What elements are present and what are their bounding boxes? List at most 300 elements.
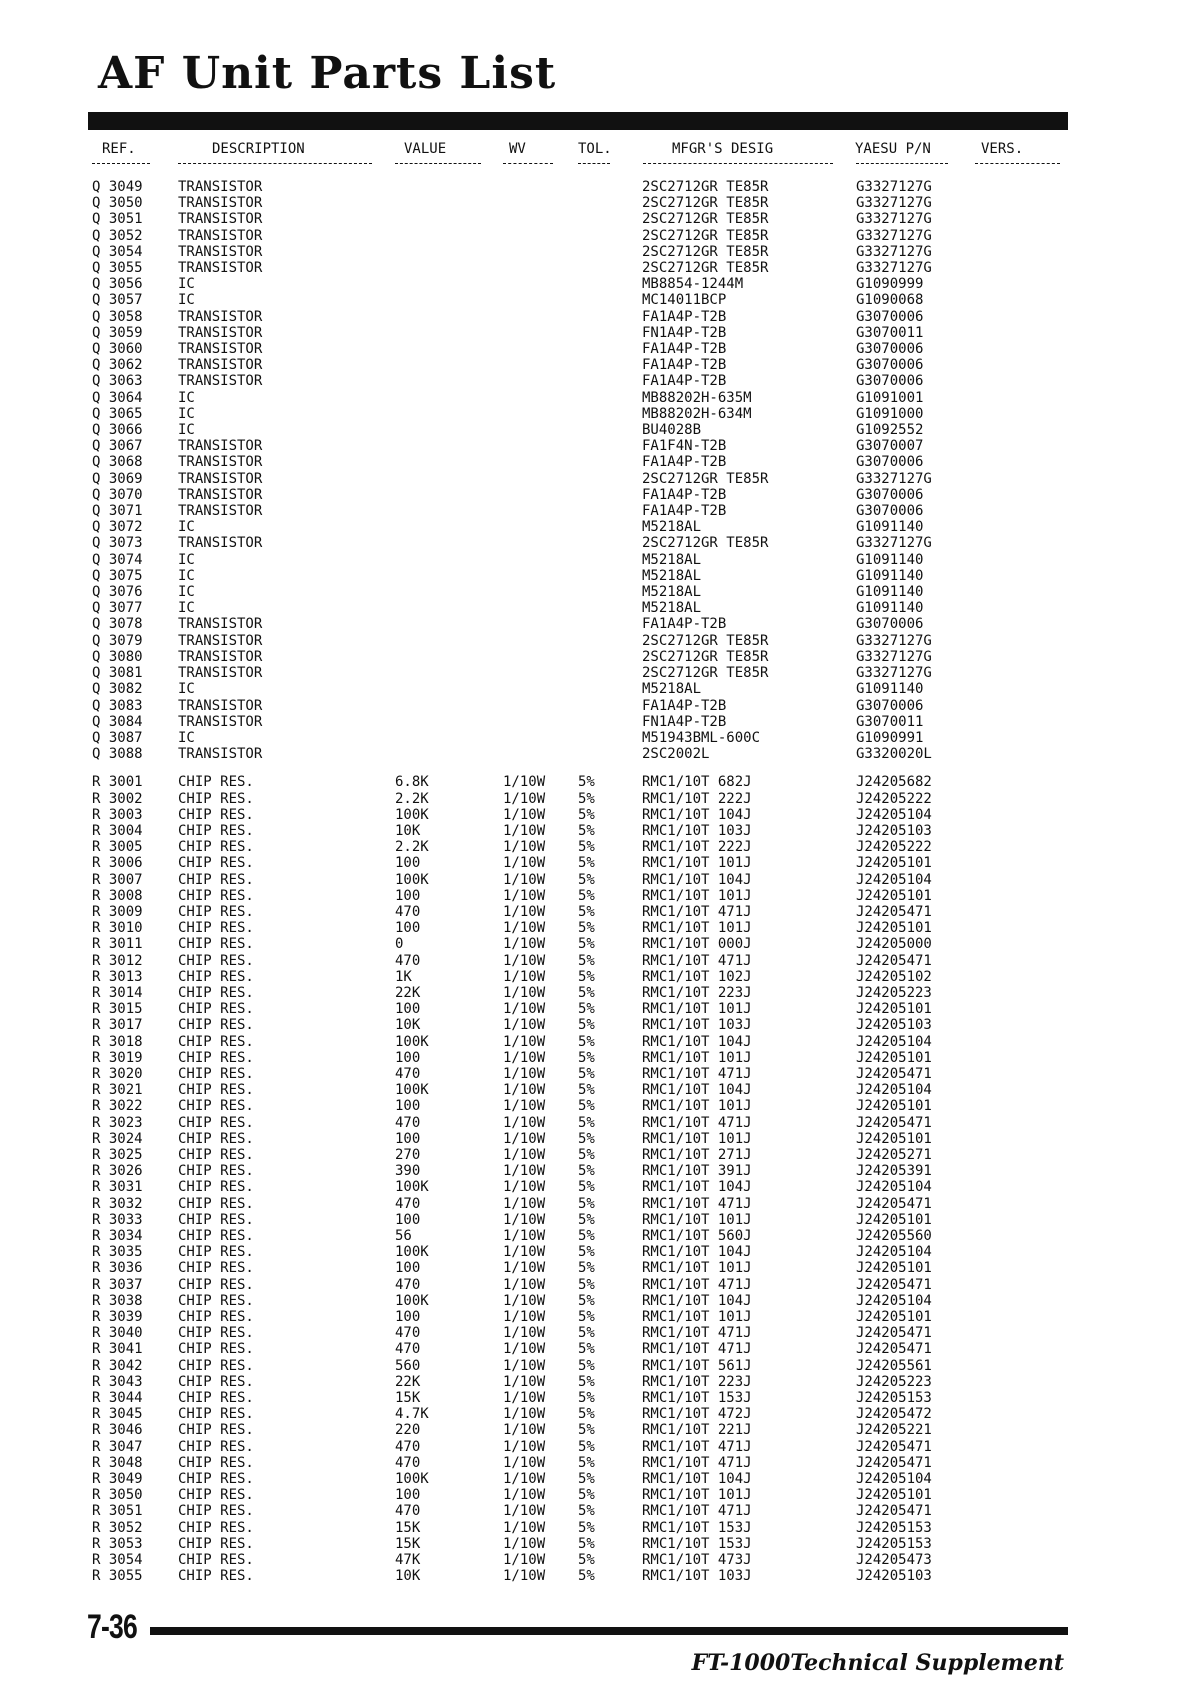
ref-cell: R 3046 [92, 1422, 143, 1439]
table-row [0, 1503, 976, 1519]
description-cell: CHIP RES. [178, 984, 254, 1001]
wv-cell: 1/10W [503, 1228, 546, 1244]
mfgr-desig-cell: RMC1/10T 101J [642, 887, 752, 904]
wv-cell [503, 552, 578, 568]
description-cell: CHIP RES. [178, 1228, 254, 1244]
ref-cell: R 3026 [92, 1163, 143, 1180]
tol-cell: 5% [578, 887, 595, 904]
description-cell: TRANSISTOR [178, 454, 263, 471]
tol-cell: 5% [578, 1390, 595, 1407]
ref-cell: R 3020 [92, 1065, 143, 1082]
table-row [0, 872, 976, 888]
mfgr-desig-cell: RMC1/10T 101J [642, 1098, 752, 1115]
wv-cell: 1/10W [503, 1260, 546, 1277]
mfgr-desig-cell: 2SC2712GR TE85R [642, 470, 769, 487]
tol-cell: 5% [578, 1292, 595, 1309]
ref-cell: Q 3072 [92, 519, 143, 536]
wv-cell: 1/10W [503, 822, 546, 839]
mfgr-desig-cell: RMC1/10T 471J [642, 1503, 752, 1520]
wv-cell: 1/10W [503, 1049, 546, 1066]
ref-cell: Q 3064 [92, 389, 143, 406]
value-cell: 100 [395, 1487, 421, 1504]
mfgr-desig-cell: RMC1/10T 391J [642, 1163, 752, 1180]
value-cell [395, 568, 503, 584]
ref-cell: Q 3087 [92, 729, 143, 746]
yaesu-pn-cell: J24205471 [856, 1114, 932, 1131]
mfgr-desig-cell: RMC1/10T 103J [642, 1568, 752, 1585]
wv-cell [503, 471, 578, 487]
wv-cell: 1/10W [503, 1422, 546, 1439]
value-cell: 56 [395, 1228, 412, 1244]
mfgr-desig-cell: 2SC2712GR TE85R [642, 648, 769, 665]
yaesu-pn-cell: J24205103 [856, 822, 932, 839]
value-cell [395, 681, 503, 697]
tol-cell: 5% [578, 1519, 595, 1536]
description-cell: CHIP RES. [178, 1422, 254, 1439]
table-row [0, 1520, 976, 1536]
yaesu-pn-cell: G1091140 [856, 567, 924, 584]
tol-cell [578, 649, 642, 665]
ref-cell: Q 3075 [92, 567, 143, 584]
tol-cell [578, 600, 642, 616]
table-row [0, 1439, 976, 1455]
ref-cell: R 3023 [92, 1114, 143, 1131]
ref-cell: Q 3066 [92, 422, 143, 439]
ref-cell: R 3004 [92, 822, 143, 839]
tol-cell: 5% [578, 1049, 595, 1066]
tol-cell: 5% [578, 1098, 595, 1115]
description-cell: TRANSISTOR [178, 195, 263, 212]
yaesu-pn-cell: J24205471 [856, 903, 932, 920]
value-cell [395, 519, 503, 535]
mfgr-desig-cell: RMC1/10T 471J [642, 1195, 752, 1212]
mfgr-desig-cell: FA1F4N-T2B [642, 438, 727, 455]
value-cell [395, 746, 503, 762]
table-row [0, 1277, 976, 1293]
description-cell: IC [178, 567, 195, 584]
wv-cell [503, 422, 578, 438]
description-cell: CHIP RES. [178, 1454, 254, 1471]
wv-cell [503, 260, 578, 276]
value-cell: 100 [395, 855, 421, 872]
ref-cell: Q 3077 [92, 600, 143, 617]
yaesu-pn-cell: G3327127G [856, 195, 932, 212]
mfgr-desig-cell: RMC1/10T 101J [642, 1130, 752, 1147]
wv-cell: 1/10W [503, 1082, 546, 1099]
value-cell: 100 [395, 1309, 421, 1326]
description-cell: TRANSISTOR [178, 211, 263, 228]
value-cell [395, 179, 503, 195]
ref-cell: R 3054 [92, 1552, 143, 1569]
table-row [0, 1552, 976, 1568]
yaesu-pn-cell: J24205101 [856, 920, 932, 937]
wv-cell: 1/10W [503, 1244, 546, 1261]
wv-cell [503, 228, 578, 244]
wv-cell [503, 649, 578, 665]
description-cell: CHIP RES. [178, 871, 254, 888]
table-row [0, 1471, 976, 1487]
yaesu-pn-cell: G1091001 [856, 389, 924, 406]
yaesu-pn-cell: G3327127G [856, 243, 932, 260]
table-row [0, 195, 976, 211]
wv-cell: 1/10W [503, 1454, 546, 1471]
mfgr-desig-cell: RMC1/10T 101J [642, 920, 752, 937]
ref-cell: Q 3071 [92, 503, 143, 520]
wv-cell [503, 698, 578, 714]
wv-cell [503, 373, 578, 389]
yaesu-pn-cell: G3327127G [856, 227, 932, 244]
ref-cell: Q 3062 [92, 357, 143, 374]
description-cell: CHIP RES. [178, 1260, 254, 1277]
wv-cell: 1/10W [503, 871, 546, 888]
description-cell: CHIP RES. [178, 1373, 254, 1390]
yaesu-pn-cell: J24205101 [856, 1487, 932, 1504]
ref-cell: R 3039 [92, 1309, 143, 1326]
mfgr-desig-cell: FA1A4P-T2B [642, 503, 727, 520]
ref-cell: Q 3065 [92, 405, 143, 422]
wv-cell: 1/10W [503, 1357, 546, 1374]
value-cell: 100K [395, 871, 429, 888]
description-cell: CHIP RES. [178, 1519, 254, 1536]
mfgr-desig-cell: M5218AL [642, 567, 702, 584]
mfgr-desig-cell: RMC1/10T 682J [642, 774, 752, 791]
value-cell: 1K [395, 968, 412, 985]
wv-cell [503, 519, 578, 535]
table-row [0, 936, 976, 952]
mfgr-desig-cell: RMC1/10T 104J [642, 871, 752, 888]
table-row [0, 1066, 976, 1082]
table-row [0, 390, 976, 406]
description-cell: TRANSISTOR [178, 616, 263, 633]
tol-cell: 5% [578, 871, 595, 888]
tol-cell [578, 357, 642, 373]
tol-cell: 5% [578, 968, 595, 985]
section-gap [0, 762, 976, 774]
ref-cell: Q 3055 [92, 260, 143, 277]
value-cell [395, 276, 503, 292]
value-cell [395, 649, 503, 665]
yaesu-pn-cell: J24205223 [856, 1373, 932, 1390]
description-cell: CHIP RES. [178, 1211, 254, 1228]
tol-cell: 5% [578, 1211, 595, 1228]
description-cell: IC [178, 729, 195, 746]
yaesu-pn-cell: G3070006 [856, 697, 924, 714]
yaesu-pn-cell: J24205471 [856, 1065, 932, 1082]
wv-cell [503, 665, 578, 681]
table-row [0, 292, 976, 308]
mfgr-desig-cell: RMC1/10T 101J [642, 1049, 752, 1066]
tol-cell: 5% [578, 1535, 595, 1552]
yaesu-pn-cell: G1091140 [856, 681, 924, 698]
yaesu-pn-cell: J24205561 [856, 1357, 932, 1374]
ref-cell: R 3044 [92, 1390, 143, 1407]
yaesu-pn-cell: J24205101 [856, 1309, 932, 1326]
header-underline [503, 163, 553, 164]
yaesu-pn-cell: J24205101 [856, 887, 932, 904]
description-cell: IC [178, 422, 195, 439]
tol-cell [578, 519, 642, 535]
description-cell: CHIP RES. [178, 1065, 254, 1082]
value-cell [395, 714, 503, 730]
table-row [0, 1147, 976, 1163]
value-cell [395, 552, 503, 568]
wv-cell: 1/10W [503, 1098, 546, 1115]
mfgr-desig-cell: RMC1/10T 153J [642, 1535, 752, 1552]
description-cell: CHIP RES. [178, 1325, 254, 1342]
yaesu-pn-cell: G3327127G [856, 665, 932, 682]
yaesu-pn-cell: J24205221 [856, 1422, 932, 1439]
yaesu-pn-cell: J24205472 [856, 1406, 932, 1423]
wv-cell [503, 309, 578, 325]
mfgr-desig-cell: RMC1/10T 471J [642, 1065, 752, 1082]
description-cell: CHIP RES. [178, 1049, 254, 1066]
yaesu-pn-cell: J24205153 [856, 1390, 932, 1407]
value-cell: 100 [395, 920, 421, 937]
footer-title: FT-1000Technical Supplement [691, 1650, 1064, 1676]
tol-cell: 5% [578, 1438, 595, 1455]
description-cell: TRANSISTOR [178, 713, 263, 730]
table-row [0, 730, 976, 746]
value-cell [395, 325, 503, 341]
ref-cell: R 3043 [92, 1373, 143, 1390]
description-cell: IC [178, 681, 195, 698]
description-cell: CHIP RES. [178, 1292, 254, 1309]
wv-cell: 1/10W [503, 1146, 546, 1163]
tol-cell: 5% [578, 1146, 595, 1163]
table-row [0, 985, 976, 1001]
value-cell [395, 487, 503, 503]
mfgr-desig-cell: RMC1/10T 000J [642, 936, 752, 953]
value-cell: 100K [395, 1244, 429, 1261]
wv-cell: 1/10W [503, 1130, 546, 1147]
mfgr-desig-cell: RMC1/10T 104J [642, 806, 752, 823]
mfgr-desig-cell: 2SC2712GR TE85R [642, 227, 769, 244]
mfgr-desig-cell: RMC1/10T 104J [642, 1179, 752, 1196]
tol-cell: 5% [578, 1357, 595, 1374]
wv-cell: 1/10W [503, 1325, 546, 1342]
table-row [0, 746, 976, 762]
description-cell: CHIP RES. [178, 839, 254, 856]
description-cell: CHIP RES. [178, 806, 254, 823]
tol-cell: 5% [578, 1179, 595, 1196]
description-cell: CHIP RES. [178, 1244, 254, 1261]
ref-cell: R 3007 [92, 871, 143, 888]
value-cell: 470 [395, 1503, 421, 1520]
yaesu-pn-cell: G3070006 [856, 308, 924, 325]
value-cell: 4.7K [395, 1406, 429, 1423]
description-cell: IC [178, 405, 195, 422]
wv-cell: 1/10W [503, 1341, 546, 1358]
header-underline [975, 163, 1060, 164]
table-row [0, 1082, 976, 1098]
wv-cell [503, 600, 578, 616]
tol-cell [578, 746, 642, 762]
description-cell: CHIP RES. [178, 1146, 254, 1163]
tol-cell [578, 535, 642, 551]
ref-cell: R 3045 [92, 1406, 143, 1423]
yaesu-pn-cell: J24205391 [856, 1163, 932, 1180]
table-row [0, 211, 976, 227]
tol-cell [578, 179, 642, 195]
yaesu-pn-cell: G3070006 [856, 503, 924, 520]
yaesu-pn-cell: G3070006 [856, 486, 924, 503]
table-row [0, 1260, 976, 1276]
ref-cell: Q 3049 [92, 179, 143, 195]
mfgr-desig-cell: RMC1/10T 223J [642, 984, 752, 1001]
mfgr-desig-cell: 2SC2712GR TE85R [642, 665, 769, 682]
tol-cell [578, 260, 642, 276]
mfgr-desig-cell: FN1A4P-T2B [642, 713, 727, 730]
wv-cell: 1/10W [503, 1503, 546, 1520]
tol-cell [578, 552, 642, 568]
description-cell: IC [178, 389, 195, 406]
ref-cell: R 3018 [92, 1033, 143, 1050]
ref-cell: R 3031 [92, 1179, 143, 1196]
description-cell: TRANSISTOR [178, 535, 263, 552]
table-row [0, 1196, 976, 1212]
table-row [0, 535, 976, 551]
tol-cell: 5% [578, 1471, 595, 1488]
ref-cell: R 3034 [92, 1228, 143, 1244]
tol-cell: 5% [578, 1487, 595, 1504]
description-cell: CHIP RES. [178, 1568, 254, 1585]
value-cell [395, 292, 503, 308]
table-row [0, 325, 976, 341]
wv-cell [503, 357, 578, 373]
description-cell: CHIP RES. [178, 774, 254, 791]
tol-cell: 5% [578, 1422, 595, 1439]
header-underline [856, 163, 948, 164]
mfgr-desig-cell: RMC1/10T 101J [642, 1487, 752, 1504]
wv-cell: 1/10W [503, 1487, 546, 1504]
description-cell: CHIP RES. [178, 1001, 254, 1018]
tol-cell [578, 292, 642, 308]
value-cell [395, 665, 503, 681]
mfgr-desig-cell: M5218AL [642, 551, 702, 568]
ref-cell: R 3041 [92, 1341, 143, 1358]
description-cell: IC [178, 584, 195, 601]
value-cell: 470 [395, 1341, 421, 1358]
ref-cell: R 3049 [92, 1471, 143, 1488]
yaesu-pn-cell: J24205471 [856, 952, 932, 969]
wv-cell: 1/10W [503, 1033, 546, 1050]
ref-cell: R 3003 [92, 806, 143, 823]
tol-cell: 5% [578, 822, 595, 839]
mfgr-desig-cell: 2SC2712GR TE85R [642, 179, 769, 195]
ref-cell: R 3014 [92, 984, 143, 1001]
mfgr-desig-cell: BU4028B [642, 422, 702, 439]
mfgr-desig-cell: RMC1/10T 560J [642, 1228, 752, 1244]
ref-cell: Q 3067 [92, 438, 143, 455]
table-row [0, 1212, 976, 1228]
tol-cell: 5% [578, 1244, 595, 1261]
table-row [0, 471, 976, 487]
table-row [0, 1163, 976, 1179]
ref-cell: Q 3057 [92, 292, 143, 309]
yaesu-pn-cell: G1091140 [856, 584, 924, 601]
header-underline [643, 163, 833, 164]
mfgr-desig-cell: RMC1/10T 471J [642, 903, 752, 920]
value-cell: 390 [395, 1163, 421, 1180]
ref-cell: Q 3051 [92, 211, 143, 228]
table-row [0, 503, 976, 519]
mfgr-desig-cell: MB8854-1244M [642, 276, 744, 293]
tol-cell: 5% [578, 790, 595, 807]
ref-cell: Q 3076 [92, 584, 143, 601]
wv-cell [503, 438, 578, 454]
yaesu-pn-cell: J24205471 [856, 1503, 932, 1520]
header-underline [178, 163, 372, 164]
mfgr-desig-cell: FA1A4P-T2B [642, 373, 727, 390]
value-cell: 470 [395, 903, 421, 920]
table-row [0, 904, 976, 920]
tol-cell [578, 698, 642, 714]
ref-cell: Q 3056 [92, 276, 143, 293]
wv-cell: 1/10W [503, 984, 546, 1001]
ref-cell: R 3024 [92, 1130, 143, 1147]
wv-cell [503, 292, 578, 308]
table-row [0, 1034, 976, 1050]
description-cell: TRANSISTOR [178, 486, 263, 503]
ref-cell: R 3055 [92, 1568, 143, 1585]
wv-cell: 1/10W [503, 1406, 546, 1423]
value-cell: 560 [395, 1357, 421, 1374]
tol-cell [578, 681, 642, 697]
ref-cell: R 3008 [92, 887, 143, 904]
description-cell: CHIP RES. [178, 887, 254, 904]
tol-cell [578, 276, 642, 292]
wv-cell [503, 211, 578, 227]
tol-cell [578, 228, 642, 244]
yaesu-pn-cell: J24205103 [856, 1017, 932, 1034]
table-row [0, 309, 976, 325]
mfgr-desig-cell: 2SC2712GR TE85R [642, 243, 769, 260]
tol-cell: 5% [578, 1163, 595, 1180]
description-cell: IC [178, 276, 195, 293]
value-cell: 470 [395, 1454, 421, 1471]
ref-cell: Q 3069 [92, 470, 143, 487]
wv-cell [503, 730, 578, 746]
wv-cell: 1/10W [503, 1309, 546, 1326]
description-cell: CHIP RES. [178, 790, 254, 807]
table-row [0, 1309, 976, 1325]
tol-cell: 5% [578, 1065, 595, 1082]
yaesu-pn-cell: G3320020L [856, 746, 932, 763]
ref-cell: R 3053 [92, 1535, 143, 1552]
description-cell: TRANSISTOR [178, 470, 263, 487]
ref-cell: R 3040 [92, 1325, 143, 1342]
tol-cell: 5% [578, 806, 595, 823]
wv-cell: 1/10W [503, 936, 546, 953]
ref-cell: Q 3074 [92, 551, 143, 568]
table-row [0, 454, 976, 470]
tol-cell: 5% [578, 1341, 595, 1358]
yaesu-pn-cell: G3070006 [856, 616, 924, 633]
yaesu-pn-cell: J24205271 [856, 1146, 932, 1163]
description-cell: TRANSISTOR [178, 243, 263, 260]
description-cell: TRANSISTOR [178, 260, 263, 277]
mfgr-desig-cell: RMC1/10T 104J [642, 1244, 752, 1261]
table-row [0, 552, 976, 568]
table-row [0, 1050, 976, 1066]
tol-cell [578, 406, 642, 422]
wv-cell: 1/10W [503, 903, 546, 920]
footer-rule [150, 1627, 1068, 1635]
value-cell: 15K [395, 1519, 421, 1536]
value-cell: 100 [395, 1049, 421, 1066]
wv-cell: 1/10W [503, 887, 546, 904]
table-row [0, 616, 976, 632]
